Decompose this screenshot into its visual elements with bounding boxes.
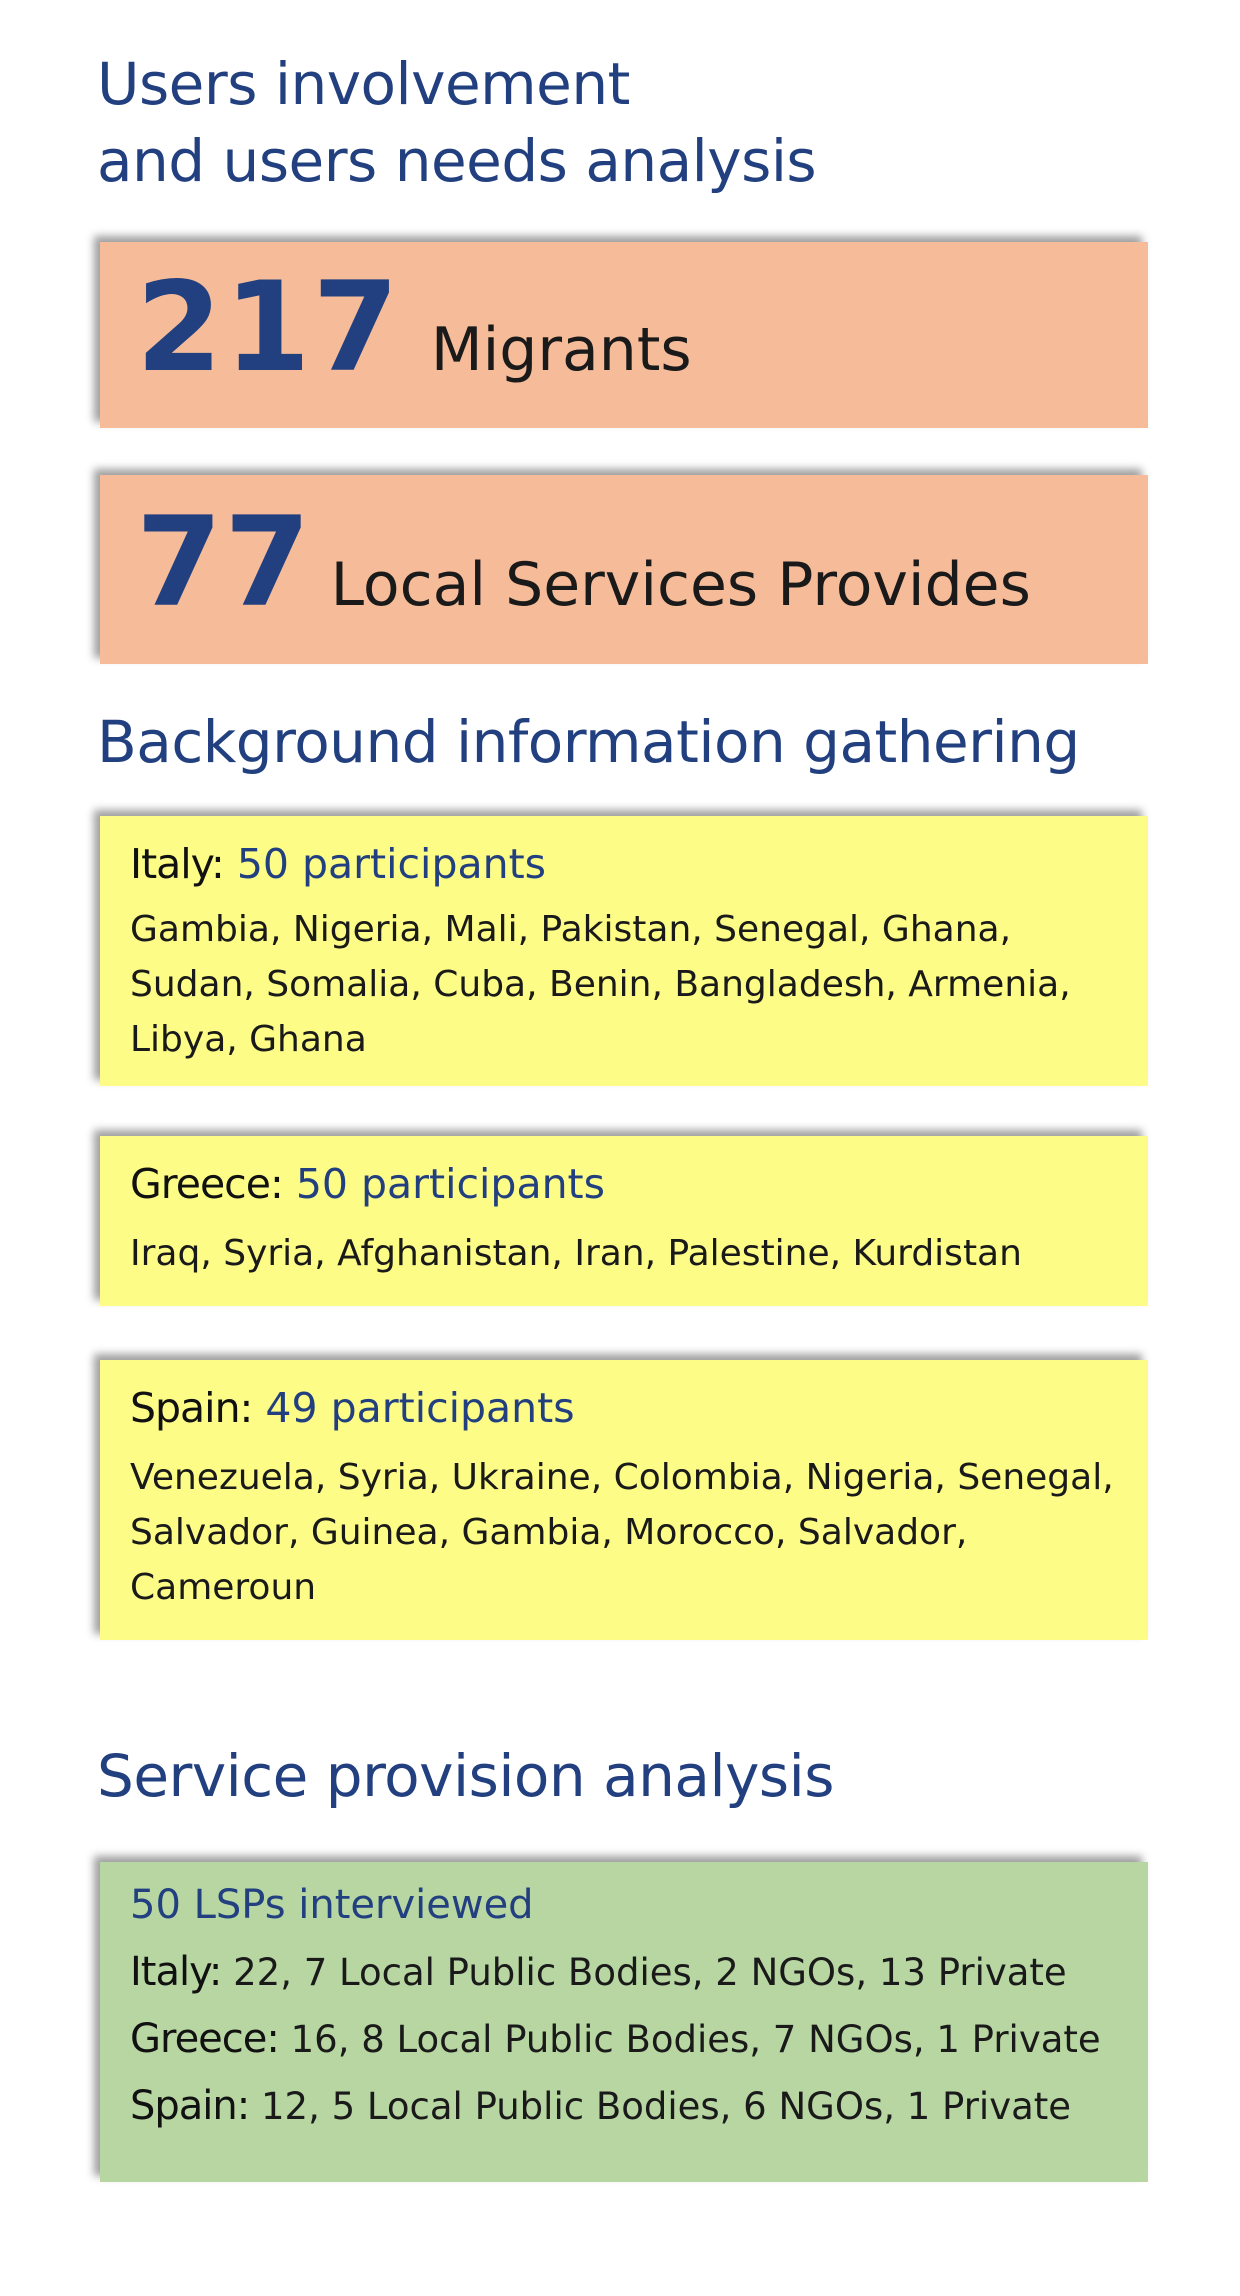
migrants-stat-card [100,242,1148,428]
country-heading [130,1384,1118,1433]
users-title-line2: and users needs analysis [97,126,817,195]
lsp-interview-card [100,1862,1148,2182]
lsp-row-spain [130,2078,1118,2135]
participants-count: 49 participants [265,1384,575,1432]
service-section-title: Service provision analysis [97,1742,834,1810]
participants-count: 50 participants [236,840,547,888]
participants-count: 50 participants [295,1160,605,1208]
lsp-stat-card [100,475,1148,664]
lsp-row-italy [130,1944,1118,2001]
lsp-breakdown: 12, 5 Local Public Bodies, 6 NGOs, 1 Private [261,2084,1072,2128]
lsp-label: Local Services Provides [330,550,1031,620]
country-card-spain [100,1360,1148,1640]
country-heading [130,840,1118,889]
background-section-title: Background information gathering [97,708,1080,776]
lsp-row-greece [130,2011,1118,2068]
country-name: Italy: [130,1949,222,1995]
country-name: Spain: [130,1384,253,1432]
lsp-count: 77 [136,491,313,635]
country-name: Greece: [130,2015,279,2062]
origin-countries: Iraq, Syria, Afghanistan, Iran, Palestine, Kurdistan [130,1233,1022,1275]
lsp-breakdown: 16, 8 Local Public Bodies, 7 NGOs, 1 Private [290,2017,1101,2061]
origin-countries: Gambia, Nigeria, Mali, Pakistan, Senegal, Ghana, Sudan, Somalia, Cuba, Benin, Bangladesh, Armenia, Libya, Ghana [130,909,1071,1060]
country-name: Greece: [130,1160,283,1208]
country-name: Italy: [130,840,224,888]
country-card-italy [100,816,1148,1086]
users-section-title [97,46,816,199]
users-title-line1: Users involvement [97,50,630,118]
country-heading [130,1160,1118,1209]
lsp-interviewed-headline: 50 LSPs interviewed [130,1882,534,1928]
migrants-count: 217 [136,256,401,400]
country-name: Spain: [130,2082,250,2129]
lsp-breakdown: 22, 7 Local Public Bodies, 2 NGOs, 13 Private [233,1951,1067,1994]
country-card-greece [100,1136,1148,1306]
migrants-label: Migrants [430,315,692,385]
origin-countries: Venezuela, Syria, Ukraine, Colombia, Nigeria, Senegal, Salvador, Guinea, Gambia, Morocco, Salvador, Cameroun [130,1457,1114,1608]
